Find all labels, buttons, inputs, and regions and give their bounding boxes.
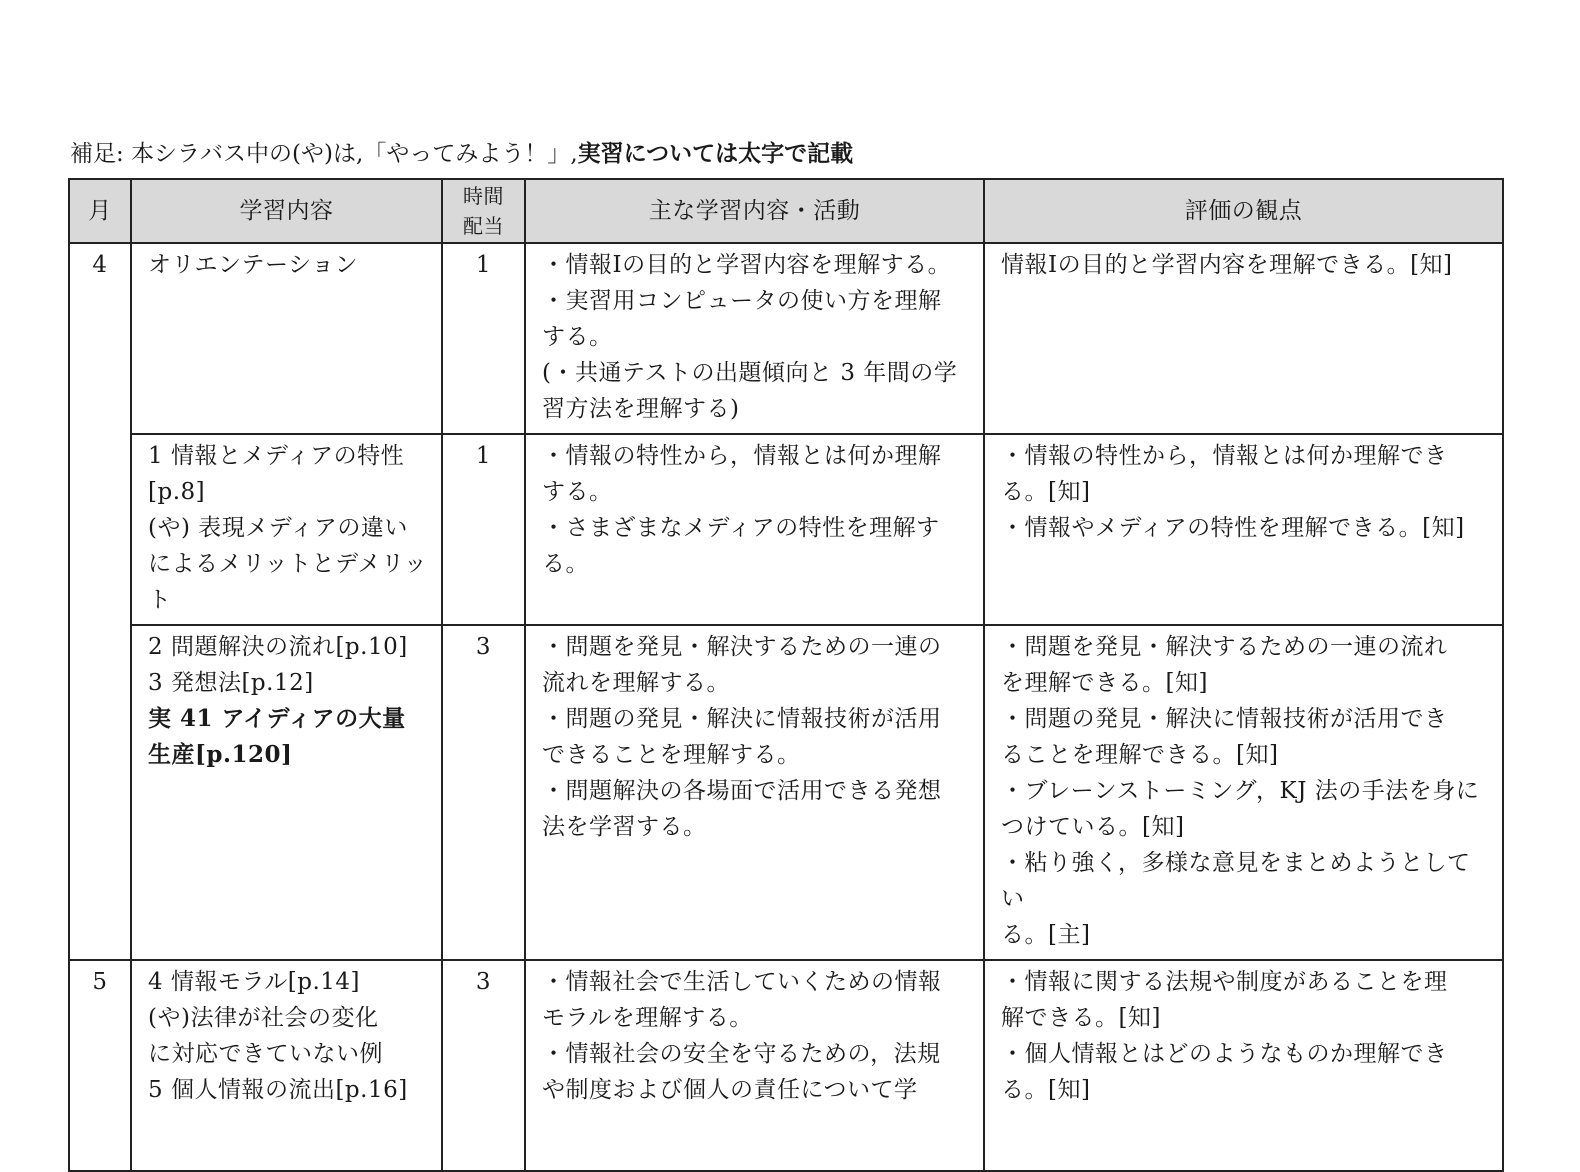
activity-line: 流れを理解する。 <box>542 670 730 696</box>
topic-line: 3 発想法[p.12] <box>148 670 314 696</box>
topic-cell <box>131 243 442 434</box>
evaluation-line: つけている。[知] <box>1001 814 1185 840</box>
evaluation-line: ・粘り強く，多様な意見をまとめようとしてい <box>1001 850 1471 912</box>
header-hours <box>442 179 525 243</box>
topic-line: 4 情報モラル[p.14] <box>148 969 361 995</box>
activity-line: ・問題解決の各場面で活用できる発想 <box>542 778 942 804</box>
evaluation-cell <box>984 960 1503 1171</box>
topic-line: [p.8] <box>148 479 206 505</box>
topic-line: 2 問題解決の流れ[p.10] <box>148 634 408 660</box>
evaluation-line: を理解できる。[知] <box>1001 670 1208 696</box>
evaluation-cell <box>984 243 1503 434</box>
hours-cell: 1 <box>442 434 525 625</box>
hours-cell: 3 <box>442 625 525 960</box>
topic-cell <box>131 625 442 960</box>
topic-line-practice: 実 41 アイディアの大量 <box>148 705 406 732</box>
table-row <box>69 243 1503 434</box>
evaluation-line: ・情報に関する法規や制度があることを理 <box>1001 969 1448 995</box>
topic-cell <box>131 434 442 625</box>
header-row <box>69 179 1503 243</box>
header-topic: 学習内容 <box>131 179 442 243</box>
activities-cell <box>525 960 984 1171</box>
activity-line: ・問題を発見・解決するための一連の <box>542 634 942 660</box>
evaluation-line: ・情報やメディアの特性を理解できる。[知] <box>1001 515 1465 541</box>
evaluation-line: ・問題を発見・解決するための一連の流れ <box>1001 634 1448 660</box>
evaluation-line: 情報Ⅰの目的と学習内容を理解できる。[知] <box>1001 252 1453 278</box>
month-cell: 5 <box>69 960 131 1171</box>
hours-cell: 3 <box>442 960 525 1171</box>
activities-cell <box>525 625 984 960</box>
syllabus-table-container <box>68 178 1504 1103</box>
syllabus-table <box>68 178 1504 1172</box>
activity-line: る。 <box>542 551 589 577</box>
evaluation-line: ・問題の発見・解決に情報技術が活用でき <box>1001 706 1448 732</box>
evaluation-line: ることを理解できる。[知] <box>1001 742 1279 768</box>
hours-cell: 1 <box>442 243 525 434</box>
table-row <box>69 434 1503 625</box>
header-hours-line2: 配当 <box>463 214 504 238</box>
activities-cell <box>525 434 984 625</box>
activity-line: する。 <box>542 479 613 505</box>
header-activities: 主な学習内容・活動 <box>525 179 984 243</box>
evaluation-cell <box>984 434 1503 625</box>
supplementary-note <box>70 136 853 172</box>
activity-line: モラルを理解する。 <box>542 1005 753 1031</box>
activity-line: ・情報の特性から，情報とは何か理解 <box>542 443 942 469</box>
activity-line: ・実習用コンピュータの使い方を理解 <box>542 288 942 314</box>
activity-line: (・共通テストの出題傾向と 3 年間の学 <box>542 360 958 386</box>
activities-cell <box>525 243 984 434</box>
activity-line: 習方法を理解する) <box>542 396 740 422</box>
month-cell: 4 <box>69 243 131 960</box>
note-prefix: 補足: 本シラバス中の(や)は,「やってみよう！」, <box>70 141 578 167</box>
evaluation-line: る。[主] <box>1001 922 1091 948</box>
header-evaluation: 評価の観点 <box>984 179 1503 243</box>
topic-line: 1 情報とメディアの特性 <box>148 443 405 469</box>
activity-line: できることを理解する。 <box>542 742 801 768</box>
evaluation-line: る。[知] <box>1001 479 1091 505</box>
note-bold-text: 実習については太字で記載 <box>577 140 854 167</box>
topic-line: に対応できていない例 <box>148 1041 383 1067</box>
activity-line: ・情報社会で生活していくための情報 <box>542 969 942 995</box>
activity-line: する。 <box>542 324 613 350</box>
table-row <box>69 625 1503 960</box>
topic-line: オリエンテーション <box>148 252 359 278</box>
activity-line: ・情報社会の安全を守るための，法規 <box>542 1041 941 1067</box>
evaluation-line: ・個人情報とはどのようなものか理解でき <box>1001 1041 1448 1067</box>
topic-cell <box>131 960 442 1171</box>
activity-line: 法を学習する。 <box>542 814 707 840</box>
header-hours-line1: 時間 <box>463 184 504 208</box>
evaluation-line: 解できる。[知] <box>1001 1005 1161 1031</box>
activity-line: ・情報Ⅰの目的と学習内容を理解する。 <box>542 252 952 278</box>
evaluation-line: ・情報の特性から，情報とは何か理解でき <box>1001 443 1448 469</box>
activity-line: や制度および個人の責任について学 <box>542 1077 918 1103</box>
evaluation-cell <box>984 625 1503 960</box>
header-month: 月 <box>69 179 131 243</box>
topic-line-practice: 生産[p.120] <box>148 741 293 768</box>
evaluation-line: ・ブレーンストーミング，KJ 法の手法を身に <box>1001 778 1480 804</box>
topic-line: (や) 表現メディアの違い <box>148 515 408 541</box>
activity-line: ・さまざまなメディアの特性を理解す <box>542 515 940 541</box>
evaluation-line: る。[知] <box>1001 1077 1091 1103</box>
topic-line: (や)法律が社会の変化 <box>148 1005 379 1031</box>
table-row <box>69 960 1503 1171</box>
topic-line: によるメリットとデメリット <box>148 551 428 613</box>
activity-line: ・問題の発見・解決に情報技術が活用 <box>542 706 942 732</box>
topic-line: 5 個人情報の流出[p.16] <box>148 1077 408 1103</box>
